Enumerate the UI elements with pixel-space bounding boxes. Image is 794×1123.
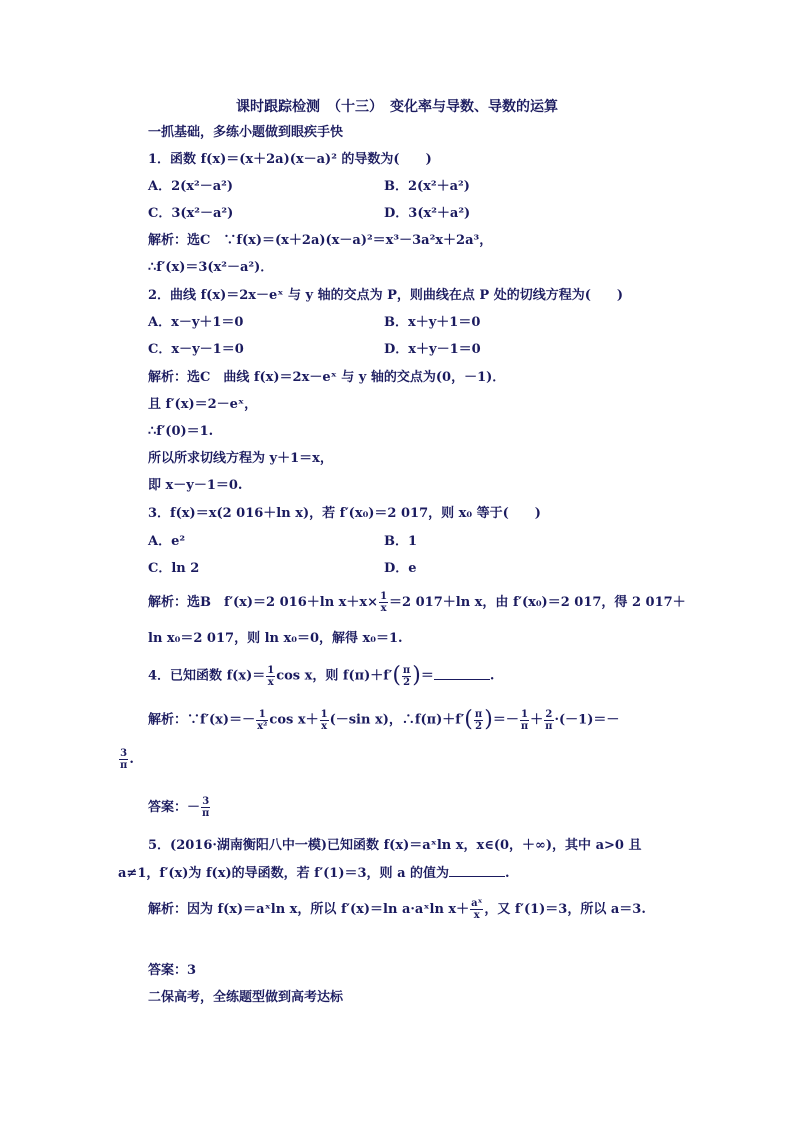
q4-sol-f5-den: π — [545, 720, 553, 732]
q1-solution-line1: 解析：选C ∵f(x)＝(x＋2a)(x－a)²＝x³－3a²x＋2a³， — [148, 233, 493, 248]
q5-solution — [148, 898, 646, 921]
q4-stem-paren-close: ) — [412, 663, 421, 688]
q5-sol-a: 解析：因为 f(x)＝aˣln x，所以 f′(x)＝ln a·aˣln x＋ — [148, 902, 470, 917]
q4-sol-a: 解析：∵f′(x)＝－ — [148, 712, 256, 728]
q3-sol-frac-den: x — [380, 603, 387, 614]
q3-solution-line1 — [148, 591, 686, 614]
q4-sol-f4-num: 1 — [521, 708, 528, 720]
q5-answer-blank — [449, 864, 505, 877]
q4-sol-fraction-1 — [256, 709, 268, 732]
q5-stem-line2 — [118, 864, 510, 883]
q5-stem-text: a≠1，f′(x)为 f(x)的导函数，若 f′(1)＝3，则 a 的值为 — [118, 866, 450, 881]
q4-sol-fraction-5 — [544, 709, 553, 732]
q4-solution-line1 — [148, 708, 619, 732]
q2-option-d: D．x＋y－1＝0 — [384, 342, 481, 357]
q4-answer-den: π — [202, 808, 210, 819]
q2-solution-line3: ∴f′(0)＝1. — [148, 424, 214, 439]
q4-stem — [148, 664, 494, 688]
q3-option-b: B．1 — [384, 534, 418, 549]
q4-sol-fraction-4 — [520, 709, 529, 732]
q4-sol-b: cos x＋ — [269, 712, 319, 728]
q1-option-b: B．2(x²＋a²) — [384, 179, 470, 194]
q3-sol-fraction — [379, 591, 388, 614]
q4-sol-f3-den: 2 — [475, 720, 483, 732]
q4-stem-fraction-1 — [266, 665, 275, 688]
q5-stem-end: . — [505, 866, 510, 881]
q4-sol-d: ＝－ — [492, 712, 519, 728]
q5-sol-b: ，又 f′(1)＝3，所以 a＝3. — [484, 902, 646, 917]
q3-solution-line2: ln x₀＝2 017，则 ln x₀＝0，解得 x₀＝1. — [148, 631, 403, 646]
q4-stem-frac1-den: x — [267, 676, 274, 688]
q2-option-b: B．x＋y＋1＝0 — [384, 315, 481, 330]
q4-sol-e: ＋ — [530, 712, 544, 728]
q3-sol-text-a: 解析：选B f′(x)＝2 016＋ln x＋x× — [148, 595, 379, 610]
q4-solution-line2 — [118, 748, 134, 771]
q2-solution-line5: 即 x－y－1＝0. — [148, 478, 243, 493]
q1-option-a: A．2(x²－a²) — [148, 179, 233, 194]
q4-sol-f1-num: 1 — [256, 709, 268, 721]
q2-option-c: C．x－y－1＝0 — [148, 342, 244, 357]
q1-option-c: C．3(x²－a²) — [148, 206, 234, 221]
q4-sol-c: (－sin x)，∴f(π)＋f′ — [329, 712, 465, 728]
q4-sol-f3-num: π — [474, 708, 483, 720]
q5-sol-fraction — [470, 898, 483, 921]
q4-answer — [148, 796, 211, 819]
q3-sol-text-b: ＝2 017＋ln x，由 f′(x₀)＝2 017，得 2 017＋ — [389, 595, 686, 610]
q4-stem-frac1-num: 1 — [267, 664, 275, 676]
q3-sol-frac-num: 1 — [380, 591, 388, 602]
q4-answer-label: 答案：－ — [148, 800, 201, 815]
q5-answer: 答案：3 — [148, 963, 197, 978]
q4-stem-a: 4．已知函数 f(x)＝ — [148, 668, 266, 684]
q4-stem-d: . — [489, 668, 495, 684]
q1-stem: 1．函数 f(x)＝(x＋2a)(x－a)² 的导数为( ) — [148, 152, 432, 167]
q2-solution-line2: 且 f′(x)＝2－eˣ， — [148, 397, 258, 412]
q3-option-a: A．e² — [148, 534, 186, 549]
q4-answer-num: 3 — [202, 796, 210, 807]
q1-solution-line2: ∴f′(x)＝3(x²－a²)． — [148, 260, 274, 275]
q4-answer-blank — [434, 667, 490, 680]
q4-sol-fraction-3 — [474, 709, 483, 732]
q4-sol-result-fraction — [119, 748, 128, 771]
q4-sol-f1-den: x² — [257, 720, 268, 732]
q4-sol-f4-den: π — [520, 720, 529, 732]
q4-stem-frac2-den: 2 — [403, 676, 411, 688]
q3-option-c: C．ln 2 — [148, 561, 200, 576]
page-title: 课时跟踪检测 （十三） 变化率与导数、导数的运算 — [236, 99, 558, 115]
q2-solution-line1: 解析：选C 曲线 f(x)＝2x－eˣ 与 y 轴的交点为(0，－1)． — [148, 370, 506, 385]
section-heading-1: 一抓基础，多练小题做到眼疾手快 — [148, 125, 344, 140]
q4-sol-f2-num: 1 — [320, 708, 328, 720]
q4-sol-paren-close: ) — [484, 707, 493, 732]
q4-stem-paren-open: ( — [392, 663, 401, 688]
q4-sol-f5-num: 2 — [545, 708, 553, 720]
q4-sol-result-den: π — [120, 760, 128, 771]
q2-solution-line4: 所以所求切线方程为 y＋1＝x， — [148, 451, 333, 466]
q4-sol-paren-open: ( — [464, 707, 473, 732]
q4-stem-frac2-num: π — [402, 664, 411, 676]
q4-stem-b: cos x，则 f(π)＋f′ — [276, 668, 393, 684]
q4-stem-fraction-2 — [402, 665, 411, 688]
q4-sol-result-tail: . — [129, 752, 134, 767]
q5-stem-line1: 5．(2016·湖南衡阳八中一模)已知函数 f(x)＝aˣln x，x∈(0，＋∞)，其中 a>0 且 — [148, 838, 642, 853]
q4-answer-fraction — [201, 796, 210, 819]
q4-stem-c: ＝ — [420, 668, 434, 684]
q3-stem: 3．f(x)＝x(2 016＋ln x)，若 f′(x₀)＝2 017，则 x₀ 等于( ) — [148, 506, 541, 521]
q5-sol-frac-den: x — [473, 910, 480, 921]
q2-option-a: A．x－y＋1＝0 — [148, 315, 244, 330]
q5-sol-frac-num: aˣ — [471, 898, 483, 909]
q1-option-d: D．3(x²＋a²) — [384, 206, 471, 221]
q4-sol-f2-den: x — [321, 720, 328, 732]
section-heading-2: 二保高考，全练题型做到高考达标 — [148, 990, 344, 1005]
q4-sol-f: ·(－1)＝－ — [554, 712, 620, 728]
q4-sol-fraction-2 — [320, 709, 329, 732]
q2-stem: 2．曲线 f(x)＝2x－eˣ 与 y 轴的交点为 P，则曲线在点 P 处的切线方程为( ) — [148, 288, 624, 303]
q4-sol-result-num: 3 — [120, 748, 128, 759]
q3-option-d: D．e — [384, 561, 417, 576]
